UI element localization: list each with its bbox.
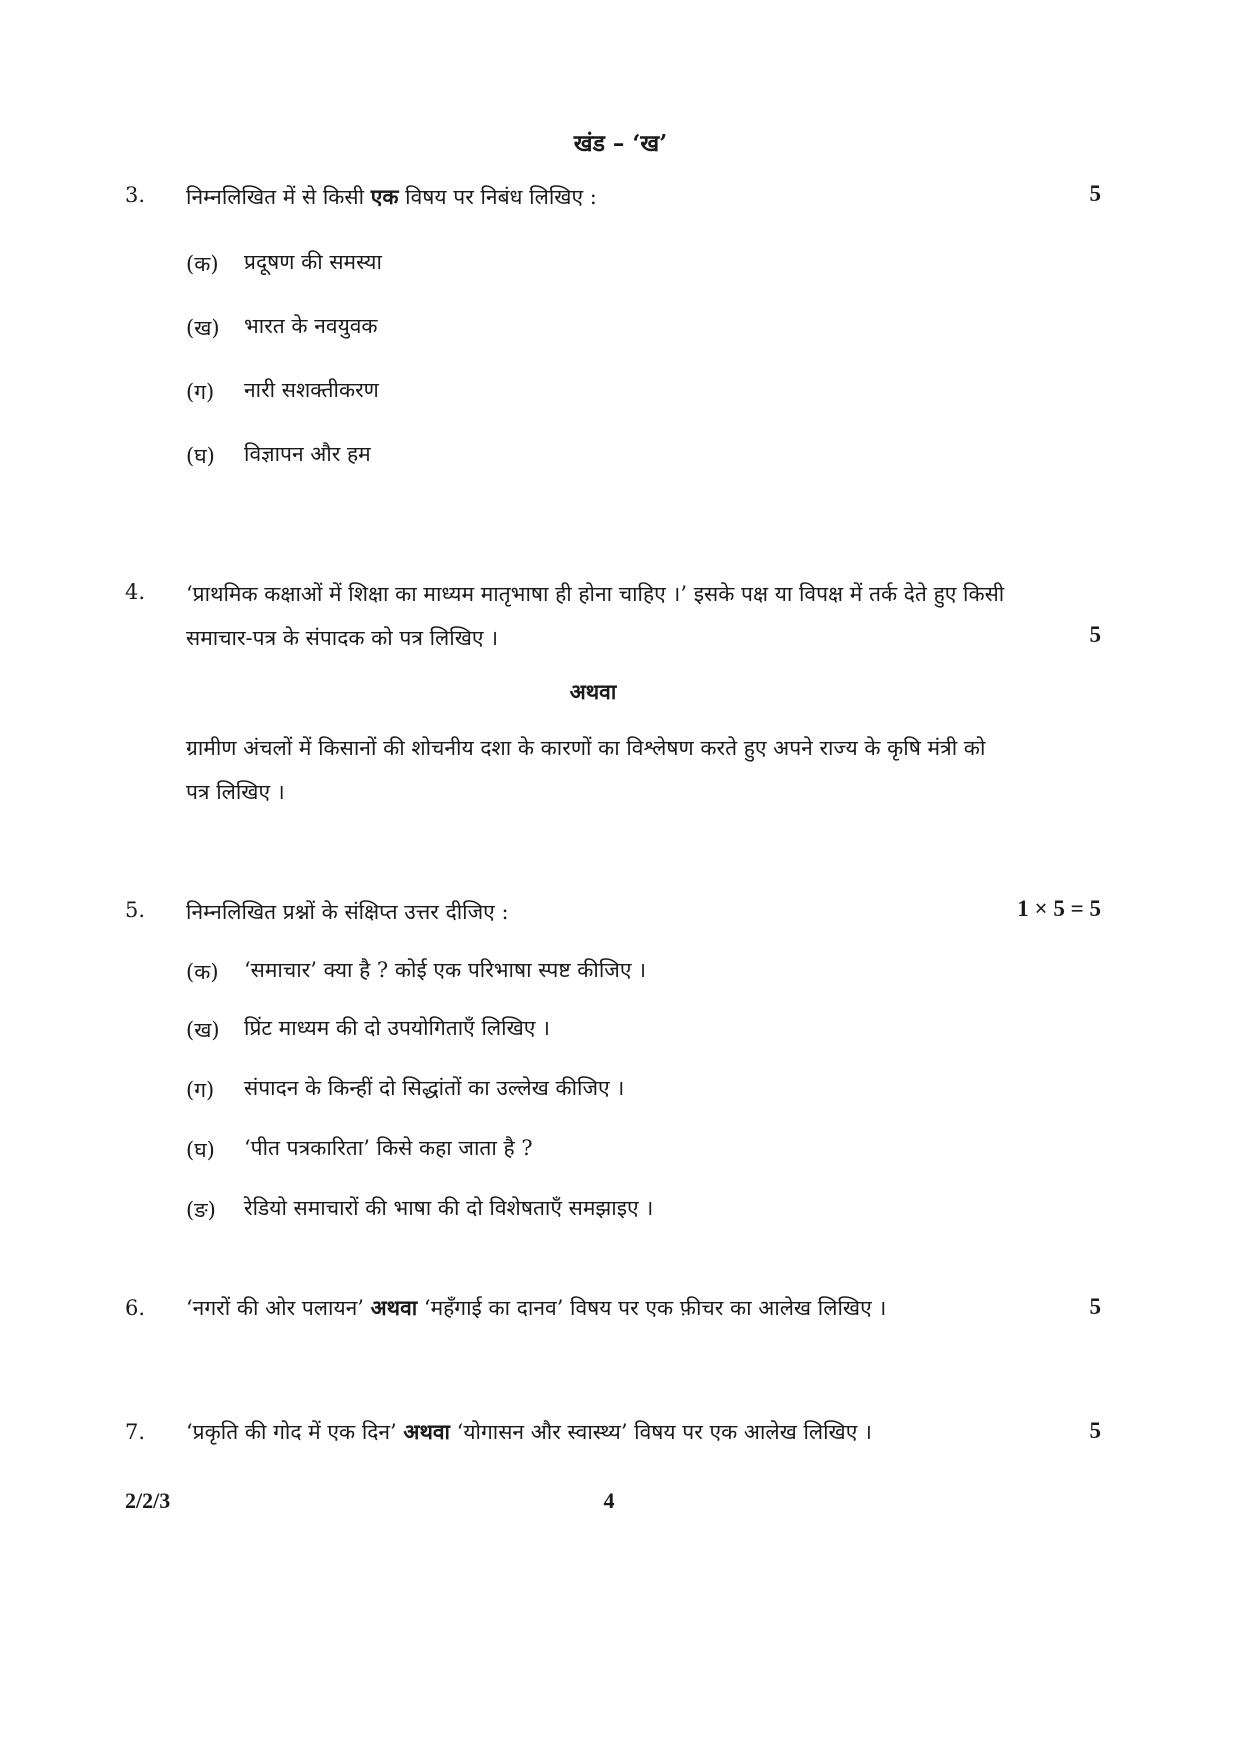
- q5-number: 5.: [125, 898, 146, 922]
- section-title: खंड – ‘ख’: [573, 130, 668, 157]
- q3-option-label: (घ): [186, 444, 215, 468]
- q7-part1: ‘प्रकृति की गोद में एक दिन’: [186, 1420, 404, 1444]
- q5-option-text: संपादन के किन्हीं दो सिद्धांतों का उल्लेख कीजिए ।: [244, 1076, 625, 1100]
- q4-line2: समाचार-पत्र के संपादक को पत्र लिखिए ।: [186, 626, 499, 650]
- q3-option-text: भारत के नवयुवक: [244, 314, 378, 338]
- q6-part2: ‘महँगाई का दानव’ विषय पर एक फ़ीचर का आलेख लिखिए ।: [417, 1296, 887, 1320]
- q5-option-label: (ङ): [186, 1198, 216, 1222]
- q6-number: 6.: [125, 1296, 146, 1320]
- q3-option-text: नारी सशक्तीकरण: [244, 378, 379, 402]
- q5-option-text: ‘समाचार’ क्या है ? कोई एक परिभाषा स्पष्ट कीजिए ।: [244, 958, 647, 982]
- q3-marks: 5: [1089, 181, 1101, 206]
- q4-number: 4.: [125, 580, 146, 604]
- q6-marks: 5: [1089, 1294, 1101, 1319]
- q4-alt-line2: पत्र लिखिए ।: [186, 780, 285, 804]
- q7-text: [186, 1418, 872, 1446]
- q6-text: [186, 1294, 886, 1322]
- q4-marks: 5: [1089, 622, 1101, 647]
- q4-alt-line1: ग्रामीण अंचलों में किसानों की शोचनीय दशा के कारणों का विश्लेषण करते हुए अपने राज्य के कृषि मंत्री को: [186, 736, 986, 760]
- q5-option-text: प्रिंट माध्यम की दो उपयोगिताएँ लिखिए ।: [244, 1016, 551, 1040]
- q5-marks: 1 × 5 = 5: [1017, 896, 1101, 921]
- q5-text: निम्नलिखित प्रश्नों के संक्षिप्त उत्तर दीजिए :: [186, 900, 509, 924]
- q3-option-label: (ख): [186, 316, 220, 340]
- q5-option-text: ‘पीत पत्रकारिता’ किसे कहा जाता है ?: [244, 1136, 533, 1160]
- q4-line1: ‘प्राथमिक कक्षाओं में शिक्षा का माध्यम मातृभाषा ही होना चाहिए ।’ इसके पक्ष या विपक्ष में तर्क देते हुए किसी: [186, 582, 1005, 606]
- q6-or: अथवा: [370, 1295, 418, 1320]
- q5-option-text: रेडियो समाचारों की भाषा की दो विशेषताएँ समझाइए ।: [244, 1196, 654, 1220]
- q3-text-after: विषय पर निबंध लिखिए :: [398, 185, 597, 209]
- q7-part2: ‘योगासन और स्वास्थ्य’ विषय पर एक आलेख लिखिए ।: [450, 1420, 872, 1444]
- q3-text: [186, 183, 597, 211]
- q3-number: 3.: [125, 183, 146, 207]
- paper-code: 2/2/3: [125, 1488, 171, 1513]
- q7-or: अथवा: [403, 1419, 450, 1444]
- q5-option-label: (ख): [186, 1018, 220, 1042]
- q3-option-text: विज्ञापन और हम: [244, 442, 371, 466]
- q7-marks: 5: [1089, 1418, 1101, 1443]
- q3-option-label: (ग): [186, 380, 215, 404]
- q3-option-text: प्रदूषण की समस्या: [244, 250, 382, 274]
- q4-or-label: अथवा: [569, 679, 617, 704]
- q7-number: 7.: [125, 1420, 146, 1444]
- q6-part1: ‘नगरों की ओर पलायन’: [186, 1296, 371, 1320]
- q5-option-label: (घ): [186, 1138, 215, 1162]
- q5-option-label: (क): [186, 960, 219, 984]
- q3-text-before: निम्नलिखित में से किसी: [186, 185, 371, 209]
- page-number: 4: [603, 1488, 615, 1513]
- q3-option-label: (क): [186, 252, 219, 276]
- q5-option-label: (ग): [186, 1078, 215, 1102]
- q3-text-bold: एक: [370, 184, 399, 209]
